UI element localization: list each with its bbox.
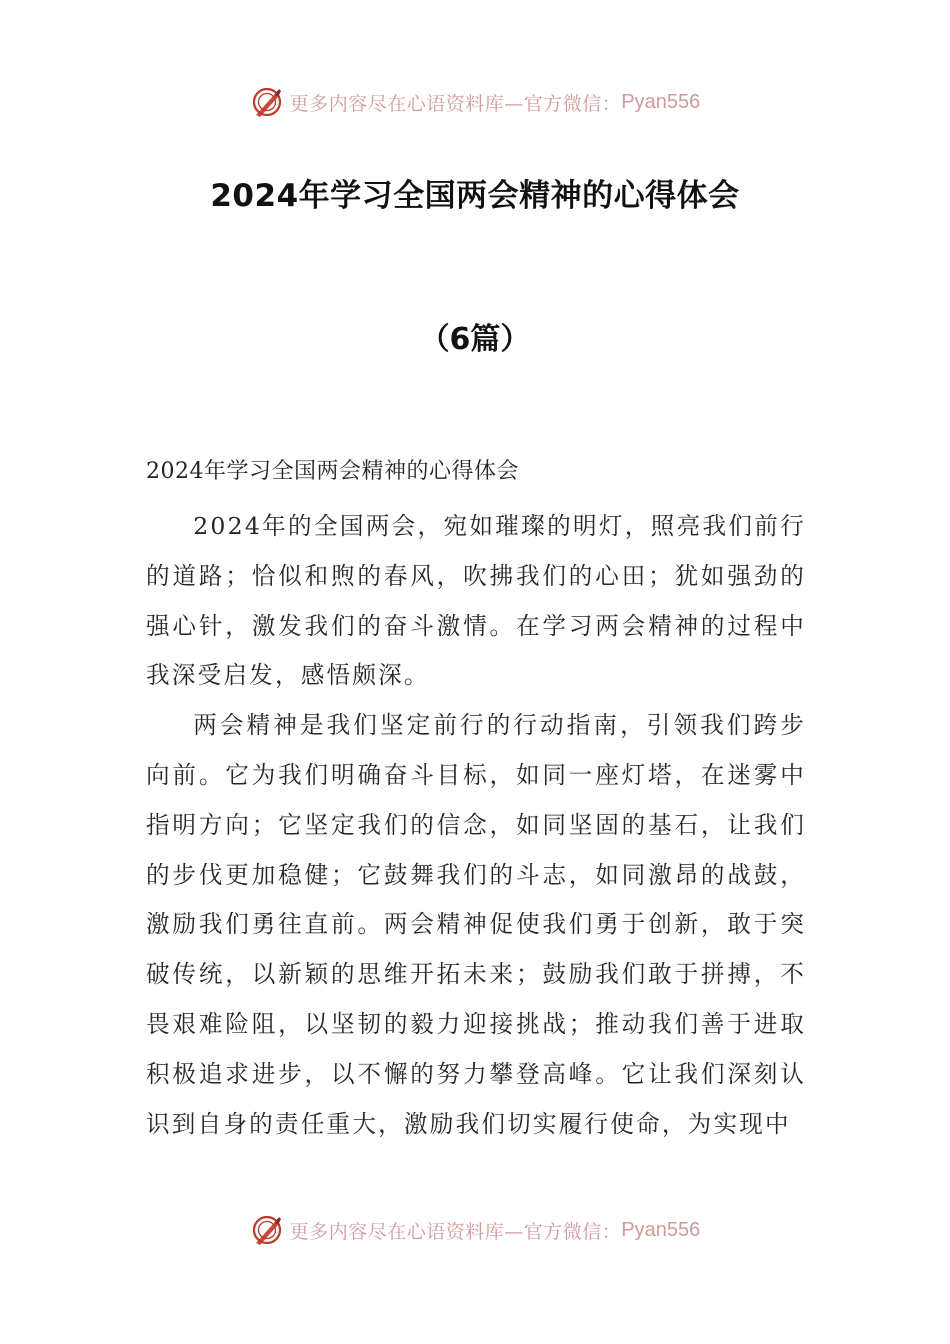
footer-watermark-banner	[0, 1212, 950, 1248]
document-subtitle: （6篇）	[419, 322, 531, 357]
header-watermark-code: Pyan556	[621, 90, 701, 113]
pen-logo-icon	[250, 85, 284, 119]
document-body	[146, 452, 806, 1149]
document-title: 2024年学习全国两会精神的心得体会	[210, 178, 740, 214]
section-title: 2024年学习全国两会精神的心得体会	[146, 459, 519, 484]
paragraph-2: 两会精神是我们坚定前行的行动指南，引领我们跨步向前。它为我们明确奋斗目标，如同一座灯塔，在迷雾中指明方向；它坚定我们的信念，如同坚固的基石，让我们的步伐更加稳健；它鼓舞我们的斗志，如同激昂的战鼓，激励我们勇往直前。两会精神促使我们勇于创新，敢于突破传统，以新颖的思维开拓未来；鼓励我们敢于拼搏，不畏艰难险阻，以坚韧的毅力迎接挑战；推动我们善于进取积极追求进步，以不懈的努力攀登高峰。它让我们深刻认识到自身的责任重大，激励我们切实履行使命，为实现中	[146, 711, 806, 1138]
pen-logo-icon	[250, 1213, 284, 1247]
paragraph-1: 2024年的全国两会，宛如璀璨的明灯，照亮我们前行的道路；恰似和煦的春风，吹拂我们的心田；犹如强劲的强心针，激发我们的奋斗激情。在学习两会精神的过程中我深受启发，感悟颇深。	[146, 512, 806, 690]
footer-watermark-text: 更多内容尽在心语资料库—官方微信：	[289, 1220, 622, 1243]
footer-watermark-code: Pyan556	[621, 1218, 701, 1241]
header-watermark-banner	[0, 84, 950, 120]
header-watermark-text: 更多内容尽在心语资料库—官方微信：	[289, 92, 622, 115]
